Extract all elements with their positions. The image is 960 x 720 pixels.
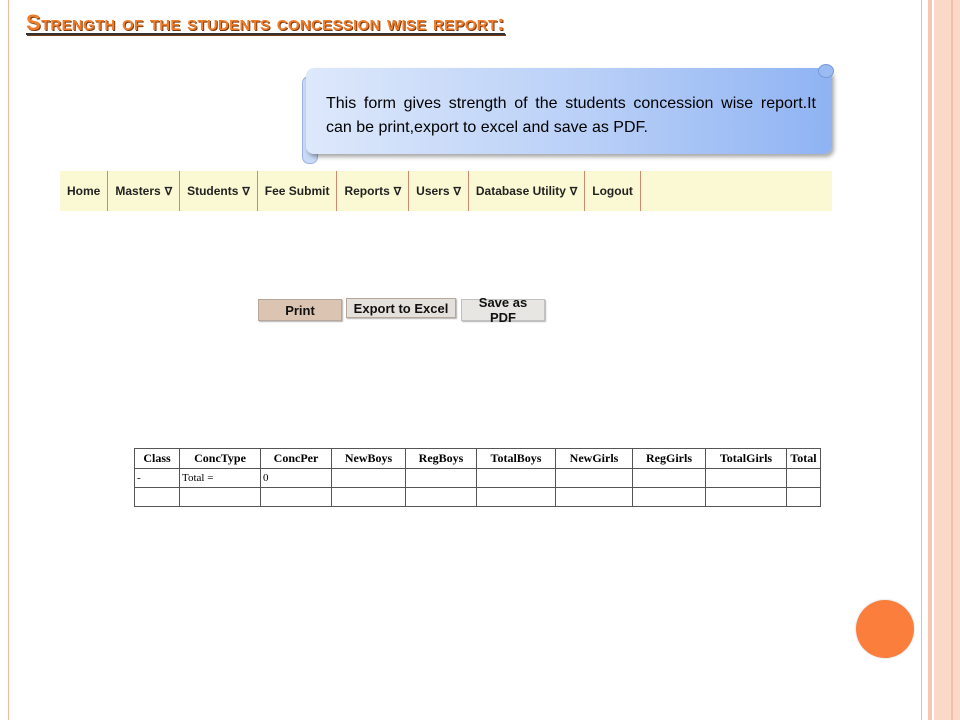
- dropdown-arrow-icon: ∇: [393, 185, 402, 198]
- column-header-regboys: RegBoys: [406, 449, 477, 469]
- slide-title: Strength of the students concession wise report:: [26, 10, 505, 35]
- callout-text: This form gives strength of the students concession wise report.It can be print,export to excel and save as PDF.: [326, 95, 816, 136]
- callout-scroll-curl-top: [818, 64, 834, 78]
- table-cell: [633, 488, 706, 507]
- column-header-conctype: ConcType: [180, 449, 261, 469]
- nav-item-reports[interactable]: [337, 171, 409, 211]
- dropdown-arrow-icon: ∇: [569, 185, 578, 198]
- table-cell: Total =: [180, 469, 261, 488]
- nav-item-users[interactable]: [409, 171, 469, 211]
- table-cell: [261, 488, 332, 507]
- nav-item-masters[interactable]: [108, 171, 180, 211]
- nav-item-label: Students: [187, 184, 239, 198]
- table-cell: [706, 488, 787, 507]
- table-cell: [180, 488, 261, 507]
- table-cell: [556, 469, 633, 488]
- nav-item-label: Reports: [344, 184, 390, 198]
- nav-item-fee-submit[interactable]: [258, 171, 338, 211]
- table-cell: [477, 488, 556, 507]
- slide-frame-right-inner-line: [951, 0, 953, 720]
- table-cell: [556, 488, 633, 507]
- table-cell: [406, 488, 477, 507]
- nav-item-label: Masters: [115, 184, 161, 198]
- table-cell: [633, 469, 706, 488]
- slide-frame-right-stripe: [928, 0, 932, 720]
- table-header-row: [135, 449, 821, 469]
- dropdown-arrow-icon: ∇: [453, 185, 461, 198]
- save-as-pdf-button[interactable]: Save as PDF: [461, 299, 545, 321]
- dropdown-arrow-icon: ∇: [164, 185, 173, 198]
- nav-item-students[interactable]: [180, 171, 258, 211]
- table-cell: [332, 488, 406, 507]
- column-header-total: Total: [787, 449, 821, 469]
- table-cell: [477, 469, 556, 488]
- slide-frame-left: [8, 0, 9, 720]
- nav-item-label: Logout: [592, 184, 633, 198]
- column-header-class: Class: [135, 449, 180, 469]
- table-cell: -: [135, 469, 180, 488]
- dropdown-arrow-icon: ∇: [242, 185, 250, 198]
- table-row: [135, 488, 821, 507]
- print-button[interactable]: Print: [258, 299, 342, 321]
- nav-item-label: Users: [416, 184, 450, 198]
- export-to-excel-button[interactable]: Export to Excel: [346, 298, 456, 318]
- column-header-reggirls: RegGirls: [633, 449, 706, 469]
- nav-item-label: Fee Submit: [264, 184, 330, 198]
- table-row: [135, 469, 821, 488]
- nav-item-logout[interactable]: [585, 171, 641, 211]
- table-cell: [787, 488, 821, 507]
- nav-item-label: Database Utility: [475, 184, 566, 198]
- slide-frame-right-band: [934, 0, 960, 720]
- decorative-circle: [856, 600, 914, 658]
- table-cell: [332, 469, 406, 488]
- table-cell: 0: [261, 469, 332, 488]
- table-cell: [706, 469, 787, 488]
- nav-item-database-utility[interactable]: [469, 171, 585, 211]
- table-cell: [787, 469, 821, 488]
- table-cell: [406, 469, 477, 488]
- slide-frame-right-line: [921, 0, 922, 720]
- column-header-concper: ConcPer: [261, 449, 332, 469]
- nav-item-label: Home: [67, 184, 101, 198]
- column-header-newgirls: NewGirls: [556, 449, 633, 469]
- concession-report-table: [134, 448, 821, 507]
- nav-item-home[interactable]: [60, 171, 108, 211]
- table-cell: [135, 488, 180, 507]
- column-header-totalboys: TotalBoys: [477, 449, 556, 469]
- main-navbar: [60, 171, 832, 211]
- column-header-newboys: NewBoys: [332, 449, 406, 469]
- column-header-totalgirls: TotalGirls: [706, 449, 787, 469]
